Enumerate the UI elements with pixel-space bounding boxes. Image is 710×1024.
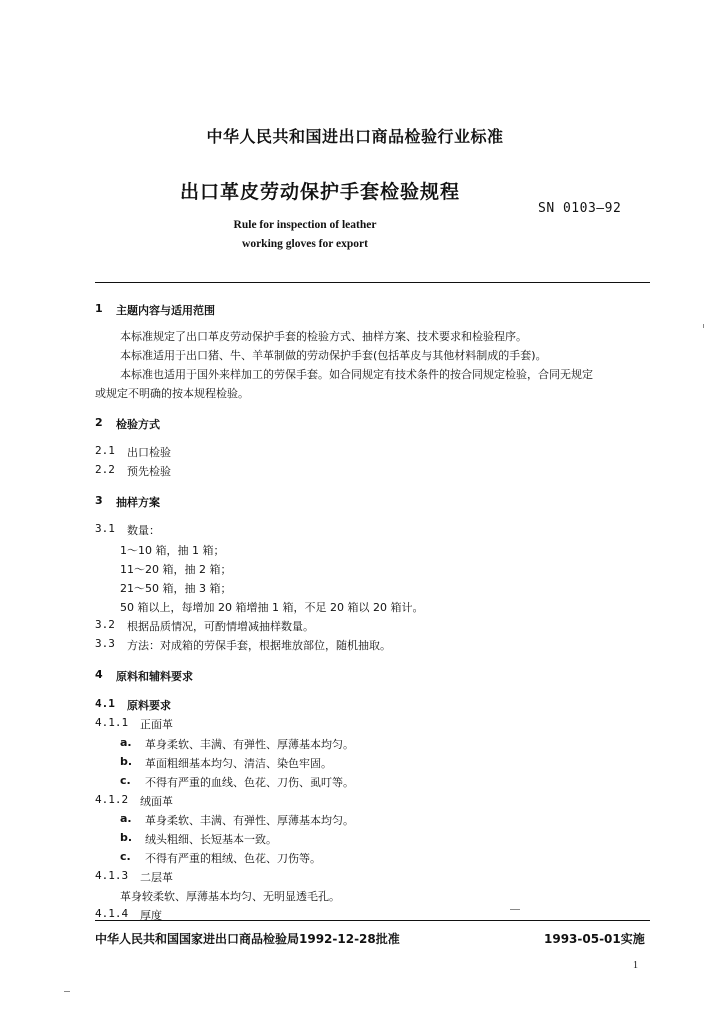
section-2-title: 检验方式 — [116, 418, 160, 431]
item-label: b. — [120, 755, 133, 768]
sampling-rule-3: 21～50 箱，抽 3 箱； — [120, 582, 232, 595]
item-label: b. — [120, 831, 133, 844]
item-text: 不得有严重的粗绒、色花、刀伤等。 — [145, 852, 321, 865]
section-1-title: 主题内容与适用范围 — [116, 304, 215, 317]
item-label: a. — [120, 736, 132, 749]
document-title: 出口革皮劳动保护手套检验规程 — [179, 181, 460, 203]
sampling-rule-4: 50 箱以上，每增加 20 箱增抽 1 箱，不足 20 箱以 20 箱计。 — [120, 601, 424, 614]
clause-3-2-text: 根据品质情况，可酌情增减抽样数量。 — [127, 620, 314, 633]
scan-speck — [510, 909, 520, 910]
clause-4-1-4-number: 4.1.4 — [95, 907, 129, 920]
item-text: 革面粗细基本均匀、清洁、染色牢固。 — [145, 757, 332, 770]
item-label: a. — [120, 812, 132, 825]
item-label: c. — [120, 774, 131, 787]
clause-2-1-number: 2.1 — [95, 444, 115, 457]
clause-2-2-number: 2.2 — [95, 463, 115, 476]
footer-divider — [95, 920, 650, 921]
clause-4-1-4-title: 厚度 — [140, 909, 162, 922]
section-4-number: 4 — [95, 668, 103, 681]
clause-4-1-1-title: 正面革 — [140, 718, 173, 731]
sampling-rule-2: 11～20 箱，抽 2 箱； — [120, 563, 232, 576]
clause-4-1-2-number: 4.1.2 — [95, 793, 129, 806]
sampling-rule-1: 1～10 箱，抽 1 箱； — [120, 544, 225, 557]
section-3-title: 抽样方案 — [116, 496, 160, 509]
item-text: 绒头粗细、长短基本一致。 — [145, 833, 277, 846]
english-title-line-1: Rule for inspection of leather — [233, 219, 377, 231]
clause-4-1-1-number: 4.1.1 — [95, 716, 129, 729]
section-1-paragraph-1: 本标准规定了出口革皮劳动保护手套的检验方式、抽样方案、技术要求和检验程序。 — [120, 330, 527, 343]
clause-4-1-3-text: 革身较柔软、厚薄基本均匀、无明显透毛孔。 — [120, 890, 340, 903]
item-label: c. — [120, 850, 131, 863]
clause-4-1-3-title: 二层革 — [140, 871, 173, 884]
implementation-date: 1993-05-01实施 — [544, 932, 645, 946]
section-3-number: 3 — [95, 494, 103, 507]
page-number: 1 — [633, 960, 638, 971]
clause-3-1-text: 数量： — [127, 524, 160, 537]
section-2-number: 2 — [95, 416, 103, 429]
english-title-line-2: working gloves for export — [242, 238, 368, 250]
approval-statement: 中华人民共和国国家进出口商品检验局1992-12-28批准 — [95, 932, 400, 946]
clause-2-1-text: 出口检验 — [127, 446, 171, 459]
section-1-paragraph-3-continued: 或规定不明确的按本规程检验。 — [95, 387, 249, 400]
clause-4-1-2-title: 绒面革 — [140, 795, 173, 808]
item-text: 革身柔软、丰满、有弹性、厚薄基本均匀。 — [145, 738, 354, 751]
issuing-body: 中华人民共和国进出口商品检验行业标准 — [206, 127, 504, 146]
section-1-number: 1 — [95, 302, 103, 315]
section-4-title: 原料和辅料要求 — [116, 670, 193, 683]
scan-speck — [64, 991, 70, 992]
standard-code: SN 0103—92 — [538, 201, 622, 216]
item-text: 革身柔软、丰满、有弹性、厚薄基本均匀。 — [145, 814, 354, 827]
clause-3-3-number: 3.3 — [95, 637, 115, 650]
scan-speck — [703, 324, 704, 328]
clause-4-1-number: 4.1 — [95, 697, 115, 710]
clause-4-1-3-number: 4.1.3 — [95, 869, 129, 882]
clause-2-2-text: 预先检验 — [127, 465, 171, 478]
clause-3-1-number: 3.1 — [95, 522, 115, 535]
clause-3-3-text: 方法：对成箱的劳保手套，根据堆放部位，随机抽取。 — [127, 639, 391, 652]
clause-3-2-number: 3.2 — [95, 618, 115, 631]
section-1-paragraph-3: 本标准也适用于国外来样加工的劳保手套。如合同规定有技术条件的按合同规定检验，合同无规定 — [120, 368, 593, 381]
section-1-paragraph-2: 本标准适用于出口猪、牛、羊革制做的劳动保护手套(包括革皮与其他材料制成的手套)。 — [120, 349, 547, 362]
clause-4-1-title: 原料要求 — [127, 699, 171, 712]
header-divider — [95, 282, 650, 283]
item-text: 不得有严重的血线、色花、刀伤、虱叮等。 — [145, 776, 354, 789]
